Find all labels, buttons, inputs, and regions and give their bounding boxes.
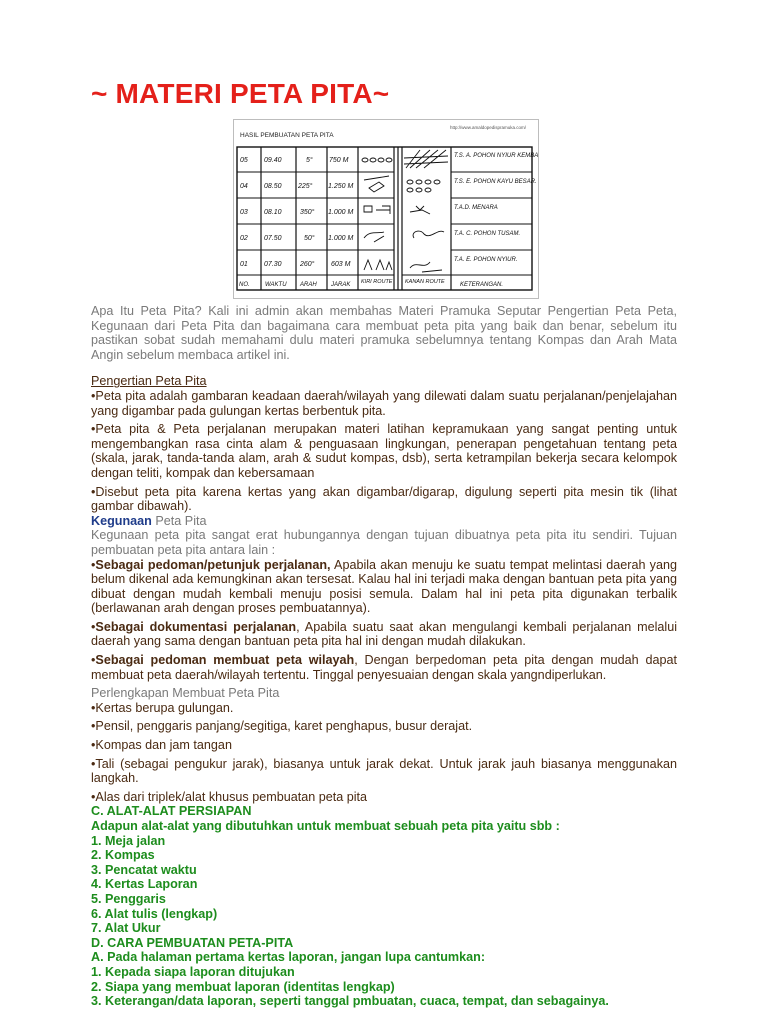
cara-item: 2. Siapa yang membuat laporan (identitas lengkap)	[91, 979, 395, 994]
svg-text:08.10: 08.10	[264, 209, 282, 216]
cara-item: 1. Kepada siapa laporan ditujukan	[91, 964, 295, 979]
svg-text:5°: 5°	[306, 157, 313, 164]
svg-text:NO.: NO.	[239, 282, 250, 288]
alat-item: 7. Alat Ukur	[91, 921, 161, 936]
svg-text:08.50: 08.50	[264, 183, 282, 190]
cara-item: 3. Keterangan/data laporan, seperti tanggal pmbuatan, cuaca, tempat, dan sebagainya.	[91, 994, 609, 1009]
svg-text:1.000 M: 1.000 M	[328, 235, 354, 242]
svg-text:WAKTU: WAKTU	[265, 282, 287, 288]
peta-pita-figure	[233, 119, 539, 299]
bullet-icon: •	[91, 789, 96, 804]
svg-text:07.30: 07.30	[264, 261, 282, 268]
pengertian-heading: Pengertian Peta Pita	[91, 374, 207, 389]
kegunaan-heading: Kegunaan Peta Pita	[91, 513, 207, 528]
svg-text:KIRI ROUTE: KIRI ROUTE	[361, 279, 393, 285]
svg-text:225°: 225°	[298, 183, 313, 190]
alat-intro: Adapun alat-alat yang dibutuhkan untuk membuat sebuah peta pita yaitu sbb :	[91, 819, 560, 833]
alat-item: 3. Pencatat waktu	[91, 862, 197, 877]
cara-heading: D. CARA PEMBUATAN PETA-PITA	[91, 935, 294, 950]
pengertian-item-2: •Peta pita & Peta perjalanan merupakan materi latihan kepramukaan yang sangat penting untuk mengembangkan rasa cinta alam & penguasaan lingkungan, penerapan pengetahuan tentang peta (skala, jarak, tanda-tanda alam, arah & sudut kompas, dsb), serta ketrampilan bekerja secara kelompok dengan teliti, kompak dan kebersamaan	[91, 422, 677, 480]
bullet-icon: •	[91, 700, 96, 715]
svg-text:02: 02	[240, 235, 248, 242]
figure-url: http://www.amaldopedispramuka.com/	[450, 125, 527, 130]
alat-item: 1. Meja jalan	[91, 833, 166, 848]
perlengkapan-item-1: •Kertas berupa gulungan.	[91, 700, 234, 715]
kegunaan-item-2: •Sebagai dokumentasi perjalanan, Apabila suatu saat akan mengulangi kembali perjalanan melalui daerah yang sama dengan bantuan peta pita hal ini dengan mudah dilakukan.	[91, 619, 678, 649]
alat-item: 4. Kertas Laporan	[91, 877, 198, 892]
svg-text:04: 04	[240, 183, 248, 190]
peta-pita-table-image	[234, 120, 538, 298]
bullet-icon: •	[91, 738, 96, 753]
bullet-icon: •	[91, 653, 96, 668]
svg-text:09.40: 09.40	[264, 157, 282, 164]
svg-text:ARAH: ARAH	[300, 282, 317, 288]
svg-text:03: 03	[240, 209, 248, 216]
figure-caption: HASIL PEMBUATAN PETA PITA	[240, 132, 334, 139]
kegunaan-intro: Kegunaan peta pita sangat erat hubungannya dengan tujuan dibuatnya peta pita itu sendiri. Tujuan pembuatan peta pita antara lain :	[91, 528, 677, 557]
perlengkapan-item-4: •Tali (sebagai pengukur jarak), biasanya untuk jarak dekat. Untuk jarak jauh biasanya menggunakan langkah.	[91, 756, 677, 786]
bullet-icon: •	[91, 756, 96, 771]
pengertian-item-1: •Peta pita adalah gambaran keadaan daerah/wilayah yang dilewati dalam suatu perjalanan/penjelajahan yang digambar pada gulungan kertas berbentuk pita.	[91, 388, 677, 418]
svg-text:T.A.D. MENARA: T.A.D. MENARA	[454, 205, 498, 211]
svg-text:KETERANGAN.: KETERANGAN.	[460, 282, 504, 288]
bullet-icon: •	[91, 557, 96, 572]
bullet-icon: •	[91, 388, 96, 403]
bullet-icon: •	[91, 422, 96, 437]
svg-text:05: 05	[240, 157, 248, 164]
pengertian-item-3: •Disebut peta pita karena kertas yang akan digambar/digarap, digulung seperti pita mesin tik (lihat gambar dibawah).	[91, 484, 677, 514]
svg-text:07.50: 07.50	[264, 235, 282, 242]
svg-text:T.S. E. POHON KAYU BESAR.: T.S. E. POHON KAYU BESAR.	[454, 179, 537, 185]
svg-text:50°: 50°	[304, 235, 315, 242]
svg-text:1.000 M: 1.000 M	[328, 209, 354, 216]
svg-text:KANAN ROUTE: KANAN ROUTE	[405, 279, 445, 285]
svg-text:1.250 M: 1.250 M	[328, 183, 354, 190]
svg-text:603 M: 603 M	[331, 261, 351, 268]
kegunaan-item-1: •Sebagai pedoman/petunjuk perjalanan, Apabila akan menuju ke suatu tempat melintasi daerah yang belum dikenal ada kemungkinan akan tersesat. Kalau hal ini terjadi maka dengan bantuan peta pita yang dibuat dengan mudah kembali menuju posisi semula. Dalam hal ini peta pita digunakan terbalik (berlawanan arah dengan proses pembuatannya).	[91, 557, 677, 616]
svg-text:260°: 260°	[300, 261, 315, 268]
bullet-icon: •	[91, 619, 96, 634]
alat-item: 6. Alat tulis (lengkap)	[91, 906, 218, 921]
perlengkapan-item-2: •Pensil, penggaris panjang/segitiga, karet penghapus, busur derajat.	[91, 719, 473, 734]
page-title: ~ MATERI PETA PITA~	[91, 78, 390, 109]
bullet-icon: •	[91, 484, 96, 499]
bullet-icon: •	[91, 719, 96, 734]
svg-text:T.A. C. POHON TUSAM.: T.A. C. POHON TUSAM.	[454, 231, 521, 237]
perlengkapan-heading: Perlengkapan Membuat Peta Pita	[91, 686, 280, 701]
svg-text:01: 01	[240, 261, 248, 268]
alat-item: 5. Penggaris	[91, 891, 166, 906]
svg-text:T.S. A. POHON NYIUR KEMBAR.: T.S. A. POHON NYIUR KEMBAR.	[454, 153, 538, 159]
perlengkapan-item-5: •Alas dari triplek/alat khusus pembuatan peta pita	[91, 789, 368, 804]
svg-text:750 M: 750 M	[329, 157, 349, 164]
perlengkapan-item-3: •Kompas dan jam tangan	[91, 738, 232, 753]
svg-text:350°: 350°	[300, 209, 315, 216]
alat-item: 2. Kompas	[91, 848, 155, 863]
alat-heading: C. ALAT-ALAT PERSIAPAN	[91, 804, 252, 819]
svg-text:JARAK: JARAK	[331, 282, 351, 288]
article-body	[91, 304, 677, 1009]
cara-item: A. Pada halaman pertama kertas laporan, jangan lupa cantumkan:	[91, 950, 486, 965]
intro-paragraph: Apa Itu Peta Pita? Kali ini admin akan membahas Materi Pramuka Seputar Pengertian Peta Peta, Kegunaan dari Peta Pita dan bagaimana cara membuat peta pita yang baik dan benar, sebelum itu pastikan sobat sudah memahami dulu materi pramuka sebelumnya tentang Kompas dan Arah Mata Angin sebelum membaca artikel ini.	[91, 304, 677, 362]
kegunaan-item-3: •Sebagai pedoman membuat peta wilayah, Dengan berpedoman peta pita dengan mudah dapat membuat peta daerah/wilayah tertentu. Tinggal penyesuaian dengan skala yangndiperlukan.	[91, 653, 677, 682]
svg-text:T.A. E. POHON NYIUR.: T.A. E. POHON NYIUR.	[454, 257, 518, 263]
